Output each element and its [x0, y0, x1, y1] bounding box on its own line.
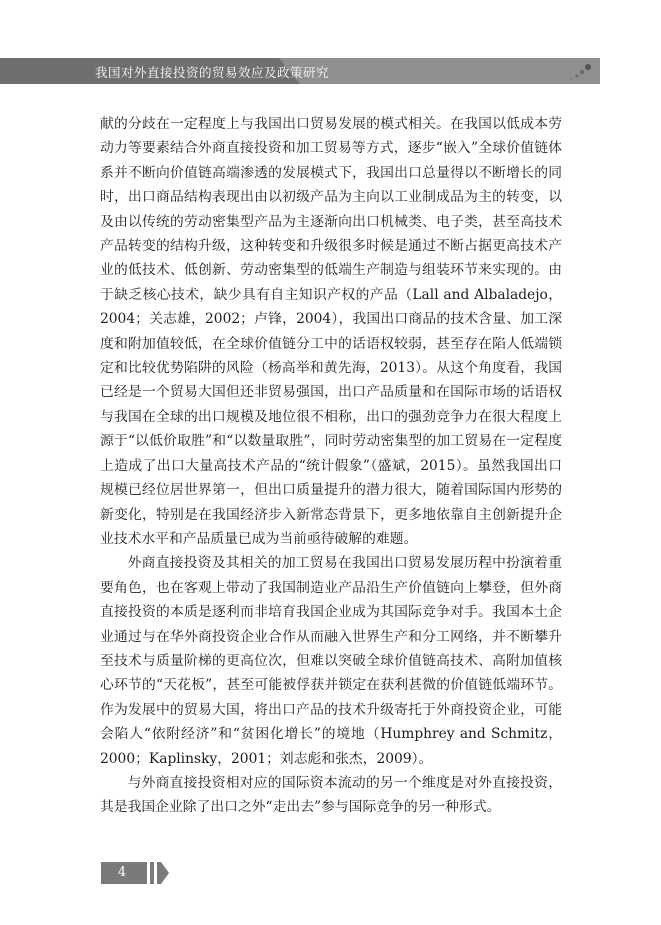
paragraph: 与外商直接投资相对应的国际资本流动的另一个维度是对外直接投资，其是我国企业除了出口之外“走出去”参与国际竞争的另一种形式。: [100, 774, 562, 816]
paragraph: 外商直接投资及其相关的加工贸易在我国出口贸易发展历程中扮演着重要角色，也在客观上带动了我国制造业产品沿生产价值链向上攀登，但外商直接投资的本质是逐利而非培育我国企业成为其国际竞争对手。我国本土企业通过与在华外商投资企业合作从而融入世界生产和分工网络，并不断攀升至技术与质量阶梯的更高位次，但难以突破全球价值链高技术、高附加值核心环节的“天花板”，甚至可能被俘获并锁定在获利甚微的价值链低端环节。作为发展中的贸易大国，将出口产品的技术升级寄托于外商投资企业，可能会陷人“依附经济”和“贫困化增长”的境地（Humphrey and Schmitz，2000；Kaplinsky，2001；刘志彪和张杰，2009）。: [100, 555, 562, 767]
main-text: [100, 112, 562, 820]
header-ornament-icon: [535, 54, 595, 84]
running-header-title: 我国对外直接投资的贸易效应及政策研究: [95, 65, 330, 80]
paragraph-continued: 献的分歧在一定程度上与我国出口贸易发展的模式相关。在我国以低成本劳动力等要素结合外商直接投资和加工贸易等方式，逐步“嵌入”全球价值链体系并不断向价值链高端渗透的发展模式下，我国出口总量得以不断增长的同时，出口商品结构表现出由以初级产品为主向以工业制成品为主的转变，以及由以传统的劳动密集型产品为主逐渐向出口机械类、电子类，甚至高技术产品转变的结构升级，这种转变和升级很多时候是通过不断占据更高技术产业的低技术、低创新、劳动密集型的低端生产制造与组装环节来实现的。由于缺乏核心技术，缺少具有自主知识产权的产品（Lall and Albaladejo，2004；关志雄，2002；卢锋，2004），我国出口商品的技术含量、加工深度和附加值较低，在全球价值链分工中的话语权较弱，甚至存在陷人低端锁定和比较优势陷阱的风险（杨高举和黄先海，2013）。从这个角度看，我国已经是一个贸易大国但还非贸易强国，出口产品质量和在国际市场的话语权与我国在全球的出口规模及地位很不相称，出口的强劲竞争力在很大程度上源于“以低价取胜”和“以数量取胜”，同时劳动密集型的加工贸易在一定程度上造成了出口大量高技术产品的“统计假象”（盛斌，2015）。虽然我国出口规模已经位居世界第一，但出口质量提升的潜力很大，随着国际国内形势的新变化，特别是在我国经济步入新常态背景下，更多地依靠自主创新提升企业技术水平和产品质量已成为当前亟待破解的难题。: [100, 116, 562, 547]
page-number: 4: [117, 865, 127, 880]
footer-stripes-icon: [142, 862, 172, 884]
